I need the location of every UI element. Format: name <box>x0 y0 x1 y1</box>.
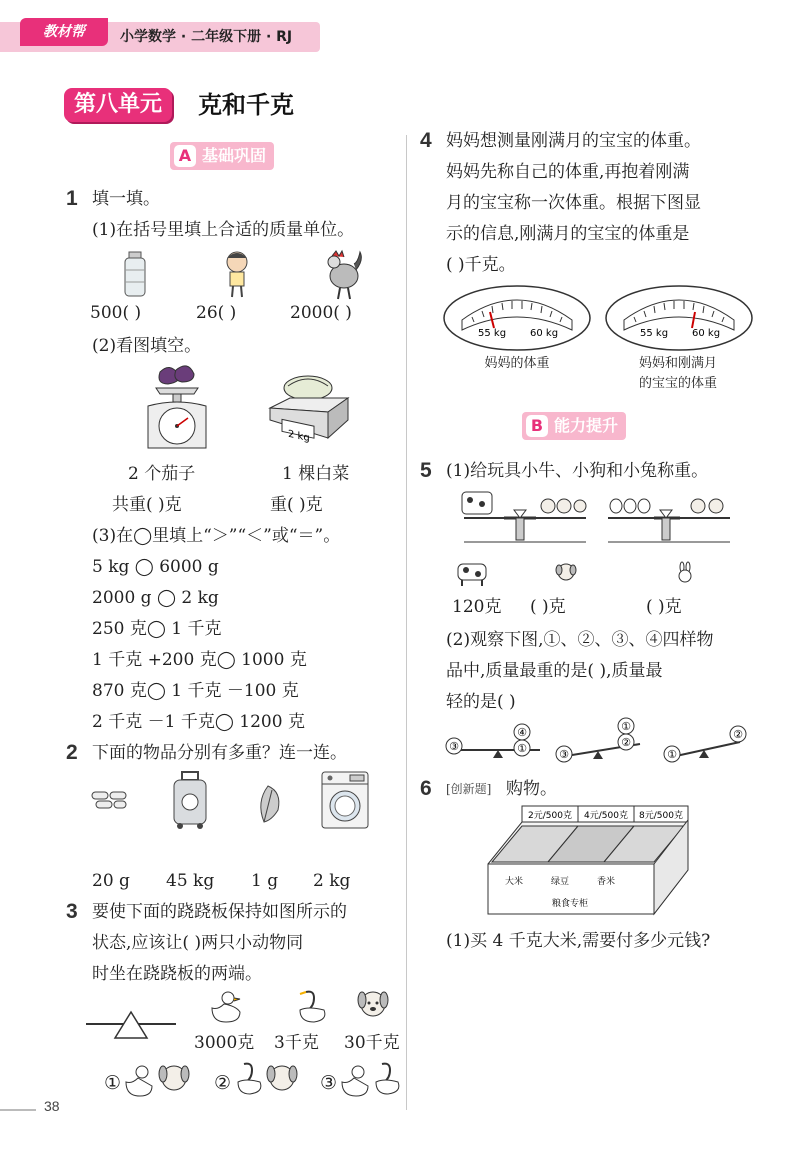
grain-counter-illustration <box>486 804 690 916</box>
toy-rabbit-icon <box>676 562 694 584</box>
q5-number: 5 <box>420 459 432 482</box>
q6-part1: (1)买 4 千克大米,需要付多少元钱? <box>446 931 711 951</box>
q3-option-1[interactable]: ① <box>104 1072 122 1094</box>
ball-label: ② <box>733 728 743 741</box>
counter-label: 粮食专柜 <box>551 899 589 909</box>
q5-part2-l1: (2)观察下图,①、②、③、④四样物 <box>446 630 714 650</box>
brand-badge: 教材帮 <box>20 18 108 46</box>
q6-tag: [创新题] <box>446 782 492 796</box>
boy-icon <box>221 250 253 298</box>
scale-caption-mom: 妈妈的体重 <box>484 356 550 371</box>
q5-cow-weight: 120克 <box>452 597 502 617</box>
ball-label: ③ <box>449 740 459 753</box>
lever-diagram-3 <box>654 718 754 766</box>
bottle-icon <box>120 252 150 296</box>
q1-fill-26[interactable]: 26( ) <box>196 303 237 323</box>
weight-option[interactable]: 2 kg <box>313 871 351 891</box>
q1-cabbage-fill[interactable]: 重( )克 <box>270 495 323 515</box>
animal-weight: 3千克 <box>274 1033 319 1053</box>
animal-weight: 3000克 <box>194 1033 255 1053</box>
section-a-label: 基础巩固 <box>202 146 267 165</box>
seesaw-icon <box>84 1010 178 1040</box>
section-a-tag <box>170 142 274 170</box>
q3-line1: 要使下面的跷跷板保持如图所示的 <box>92 902 347 922</box>
price-label: 8元/500克 <box>639 811 683 821</box>
ball-label: ② <box>621 736 631 749</box>
compare-item[interactable]: 5 kg ◯ 6000 g <box>92 557 219 577</box>
q1-title: 填一填。 <box>92 189 160 209</box>
q4-line1: 妈妈想测量刚满月的宝宝的体重。 <box>446 131 701 151</box>
feather-icon <box>254 782 284 824</box>
duck-icon <box>208 990 242 1024</box>
q2-title: 下面的物品分别有多重？连一连。 <box>92 743 347 763</box>
scale-caption-mom-baby-2: 的宝宝的体重 <box>638 376 717 391</box>
q3-line2[interactable]: 状态,应该让( )两只小动物同 <box>92 933 304 953</box>
q3-line3: 时坐在跷跷板的两端。 <box>92 964 262 984</box>
q5-part2-l2[interactable]: 品中,质量最重的是( ),质量最 <box>446 661 663 681</box>
q5-rabbit-fill[interactable]: ( )克 <box>646 597 682 617</box>
balance-scale-cow-dogs <box>460 490 592 546</box>
q5-dog-fill[interactable]: ( )克 <box>530 597 566 617</box>
q3-number: 3 <box>66 900 78 923</box>
ball-label: ③ <box>559 748 569 761</box>
q1-eggplant-fill[interactable]: 共重( )克 <box>112 495 182 515</box>
page-number: 38 <box>44 1098 60 1114</box>
suitcase-icon <box>170 772 210 830</box>
column-divider <box>406 135 407 1110</box>
scale-label: 60 kg <box>530 328 559 339</box>
grain-label: 大米 <box>504 877 524 887</box>
section-b-tag <box>522 412 626 440</box>
compare-item[interactable]: 870 克◯ 1 千克 －100 克 <box>92 681 299 701</box>
q4-number: 4 <box>420 129 432 152</box>
puppy-icon <box>158 1062 190 1098</box>
duck-icon <box>340 1064 370 1098</box>
q1-cabbage-caption: 1 棵白菜 <box>282 464 350 484</box>
swan-icon <box>296 990 330 1024</box>
ball-label: ① <box>621 720 631 733</box>
swan-icon <box>234 1062 264 1098</box>
rooster-icon <box>322 250 362 300</box>
scale-label: 55 kg <box>478 328 507 339</box>
q3-option-3[interactable]: ③ <box>320 1072 338 1094</box>
compare-item[interactable]: 2 千克 －1 千克◯ 1200 克 <box>92 712 305 732</box>
q1-number: 1 <box>66 187 78 210</box>
unit-title: 克和千克 <box>198 91 294 119</box>
q3-option-2[interactable]: ② <box>214 1072 232 1094</box>
scale-dial-mom <box>442 284 592 352</box>
swan-icon <box>372 1062 402 1098</box>
compare-item[interactable]: 2000 g ◯ 2 kg <box>92 588 219 608</box>
grain-label: 绿豆 <box>550 877 570 887</box>
puppy-icon <box>266 1062 298 1098</box>
section-b-letter: B <box>526 415 548 437</box>
compare-item[interactable]: 1 千克 +200 克◯ 1000 克 <box>92 650 307 670</box>
q6-title: 购物。 <box>506 779 557 799</box>
duck-icon <box>124 1064 154 1098</box>
q4-line2: 妈妈先称自己的体重,再抱着刚满 <box>446 162 690 182</box>
weight-option[interactable]: 1 g <box>251 871 279 891</box>
pills-icon <box>92 790 128 810</box>
compare-item[interactable]: 250 克◯ 1 千克 <box>92 619 222 639</box>
price-label: 4元/500克 <box>584 811 628 821</box>
digital-scale-icon <box>266 372 352 450</box>
q1-fill-500[interactable]: 500( ) <box>90 303 142 323</box>
q2-number: 2 <box>66 741 78 764</box>
puppy-icon <box>356 988 390 1024</box>
q5-part2-l3[interactable]: 轻的是( ) <box>446 692 516 712</box>
toy-dog-icon <box>556 562 576 584</box>
q1-part3: (3)在◯里填上“＞”“＜”或“＝”。 <box>92 526 341 546</box>
washing-machine-icon <box>320 770 370 830</box>
dial-scale-icon <box>142 362 212 454</box>
price-label: 2元/500克 <box>528 811 572 821</box>
q1-fill-2000[interactable]: 2000( ) <box>290 303 352 323</box>
scale-caption-mom-baby-1: 妈妈和刚满月 <box>638 356 717 371</box>
q1-part2: (2)看图填空。 <box>92 336 202 356</box>
page-footer-line <box>0 1109 36 1111</box>
book-subtitle: 小学数学 · 二年级下册 · RJ <box>120 29 293 45</box>
q4-line3: 月的宝宝称一次体重。根据下图显 <box>446 193 701 213</box>
lever-diagram-2 <box>548 716 648 768</box>
scale-label: 55 kg <box>640 328 669 339</box>
section-b-label: 能力提升 <box>554 416 619 435</box>
weight-option[interactable]: 45 kg <box>166 871 215 891</box>
ball-label: ① <box>517 742 527 755</box>
scale-dial-mom-baby <box>604 284 754 352</box>
animal-weight: 30千克 <box>344 1033 400 1053</box>
ball-label: ④ <box>517 726 527 739</box>
q6-number: 6 <box>420 777 432 800</box>
q1-eggplant-caption: 2 个茄子 <box>128 464 196 484</box>
balance-scale-rabbits-dogs <box>604 490 736 546</box>
toy-cow-icon <box>454 558 490 588</box>
unit-badge: 第八单元 <box>64 88 172 122</box>
ball-label: ① <box>667 748 677 761</box>
grain-label: 香米 <box>596 877 616 887</box>
digital-scale-label: 2 kg <box>288 428 310 445</box>
q4-line5[interactable]: ( )千克。 <box>446 255 516 275</box>
q1-part1: (1)在括号里填上合适的质量单位。 <box>92 220 355 240</box>
scale-label: 60 kg <box>692 328 721 339</box>
q4-line4: 示的信息,刚满月的宝宝的体重是 <box>446 224 690 244</box>
weight-option[interactable]: 20 g <box>92 871 130 891</box>
section-a-letter: A <box>174 145 196 167</box>
lever-diagram-1 <box>440 720 550 766</box>
q5-part1: (1)给玩具小牛、小狗和小兔称重。 <box>446 461 709 481</box>
